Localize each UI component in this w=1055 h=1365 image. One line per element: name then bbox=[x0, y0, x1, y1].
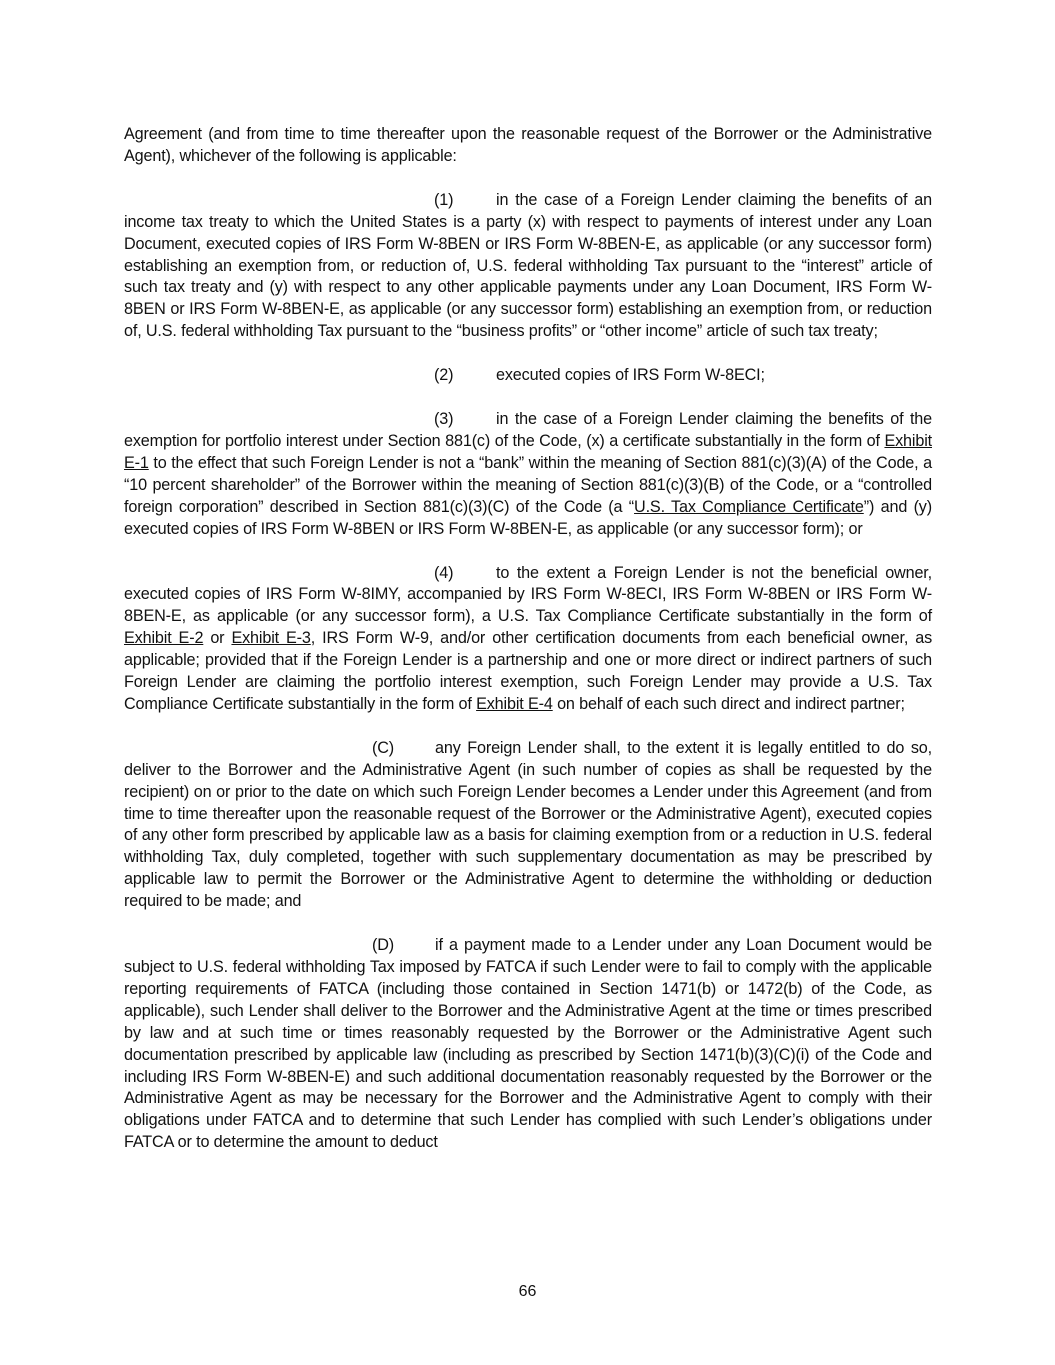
paragraph-item-d bbox=[124, 935, 932, 1154]
paragraph-item-2 bbox=[124, 365, 932, 387]
paragraph-text: to the extent a Foreign Lender is not the beneficial owner, executed copies of IRS Form W-8IMY, accompanied by IRS Form W-8ECI, IRS Form W-8BEN or IRS Form W-8BEN-E, as applicable (or any successor form), a U.S. Tax Compliance Certificate substantially in the form of bbox=[124, 563, 932, 626]
exhibit-e4-reference: Exhibit E-4 bbox=[476, 694, 553, 713]
paragraph-text: to the effect that such Foreign Lender is not a “bank” within the meaning of Section 881(c)(3)(A) of the Code, a “10 percent shareholder” of the Borrower within the meaning of Section 881(c)(3)(B) of the Code, or a “controlled foreign corporation” described in Section 881(c)(3)(C) of the Code (a “ bbox=[124, 453, 932, 516]
paragraph-text: any Foreign Lender shall, to the extent it is legally entitled to do so, deliver to the Borrower and the Administrative Agent (in such number of copies as shall be requested by the recipient) on or prior to the date on which such Foreign Lender becomes a Lender under this Agreement (and from time to time thereafter upon the reasonable request of the Borrower or the Administrative Agent), executed copies of any other form prescribed by applicable law as a basis for claiming exemption from or a reduction in U.S. federal withholding Tax, duly completed, together with such supplementary documentation as may be prescribed by applicable law to permit the Borrower or the Administrative Agent to determine the withholding or deduction required to be made; and bbox=[124, 738, 932, 911]
paragraph-text: or bbox=[203, 629, 232, 648]
paragraph-intro bbox=[124, 124, 932, 168]
paragraph-text: Agreement (and from time to time thereafter upon the reasonable request of the Borrower or the Administrative Agent), whichever of the following is applicable: bbox=[124, 125, 932, 165]
paragraph-item-1 bbox=[124, 190, 932, 343]
paragraph-text: ”) and (y) executed copies of IRS Form W-8BEN or IRS Form W-8BEN-E, as applicable (or any successor form); or bbox=[124, 497, 932, 538]
tax-compliance-certificate-term: U.S. Tax Compliance Certificate bbox=[634, 497, 864, 516]
paragraph-item-c bbox=[124, 738, 932, 913]
paragraph-text: on behalf of each such direct and indirect partner; bbox=[552, 694, 905, 713]
exhibit-e2-reference: Exhibit E-2 bbox=[124, 629, 204, 648]
item-marker: (3) bbox=[434, 410, 454, 429]
paragraph-text: executed copies of IRS Form W-8ECI; bbox=[496, 366, 765, 385]
page-number: 66 bbox=[518, 1283, 537, 1300]
paragraph-text: in the case of a Foreign Lender claiming the benefits of the exemption for portfolio interest under Section 881(c) of the Code, (x) a certificate substantially in the form of bbox=[124, 410, 932, 450]
item-marker: (D) bbox=[372, 936, 395, 955]
paragraph-text: in the case of a Foreign Lender claiming the benefits of an income tax treaty to which the United States is a party (x) with respect to payments of interest under any Loan Document, executed copies of IRS Form W-8BEN or IRS Form W-8BEN-E, as applicable (or any successor form) establishing an exemption from, or reduction of, U.S. federal withholding Tax pursuant to the “interest” article of such tax treaty and (y) with respect to any other applicable payments under any Loan Document, IRS Form W-8BEN or IRS Form W-8BEN-E, as applicable (or any successor form) establishing an exemption from, or reduction of, U.S. federal withholding Tax pursuant to the “business profits” or “other income” article of such tax treaty; bbox=[124, 190, 932, 341]
paragraph-text: if a payment made to a Lender under any Loan Document would be subject to U.S. federal withholding Tax imposed by FATCA if such Lender were to fail to comply with the applicable reporting requirements of FATCA (including those contained in Section 1471(b) or 1472(b) of the Code, as applicable), such Lender shall deliver to the Borrower and the Administrative Agent at the time or times prescribed by law and at such time or times reasonably requested by the Borrower or the Administrative Agent such documentation prescribed by applicable law (including as prescribed by Section 1471(b)(3)(C)(i) of the Code and including IRS Form W-8BEN-E) and such additional documentation reasonably requested by the Borrower or the Administrative Agent as may be necessary for the Borrower and the Administrative Agent to comply with their obligations under FATCA and to determine that such Lender has complied with such Lender’s obligations under FATCA or to determine the amount to deduct bbox=[124, 936, 932, 1152]
paragraph-item-3 bbox=[124, 409, 932, 540]
paragraph-text: , IRS Form W-9, and/or other certification documents from each beneficial owner, as applicable; provided that if the Foreign Lender is a partnership and one or more direct or indirect partners of such Foreign Lender are claiming the portfolio interest exemption, such Foreign Lender may provide a U.S. Tax Compliance Certificate substantially in the form of bbox=[124, 629, 933, 713]
document-page bbox=[124, 124, 932, 1176]
item-marker: (2) bbox=[434, 366, 454, 385]
item-marker: (C) bbox=[372, 738, 395, 757]
exhibit-e1-reference: Exhibit E-1 bbox=[124, 431, 932, 472]
item-marker: (4) bbox=[434, 563, 454, 582]
paragraph-item-4 bbox=[124, 563, 932, 716]
exhibit-e3-reference: Exhibit E-3 bbox=[231, 629, 311, 648]
item-marker: (1) bbox=[434, 190, 454, 209]
